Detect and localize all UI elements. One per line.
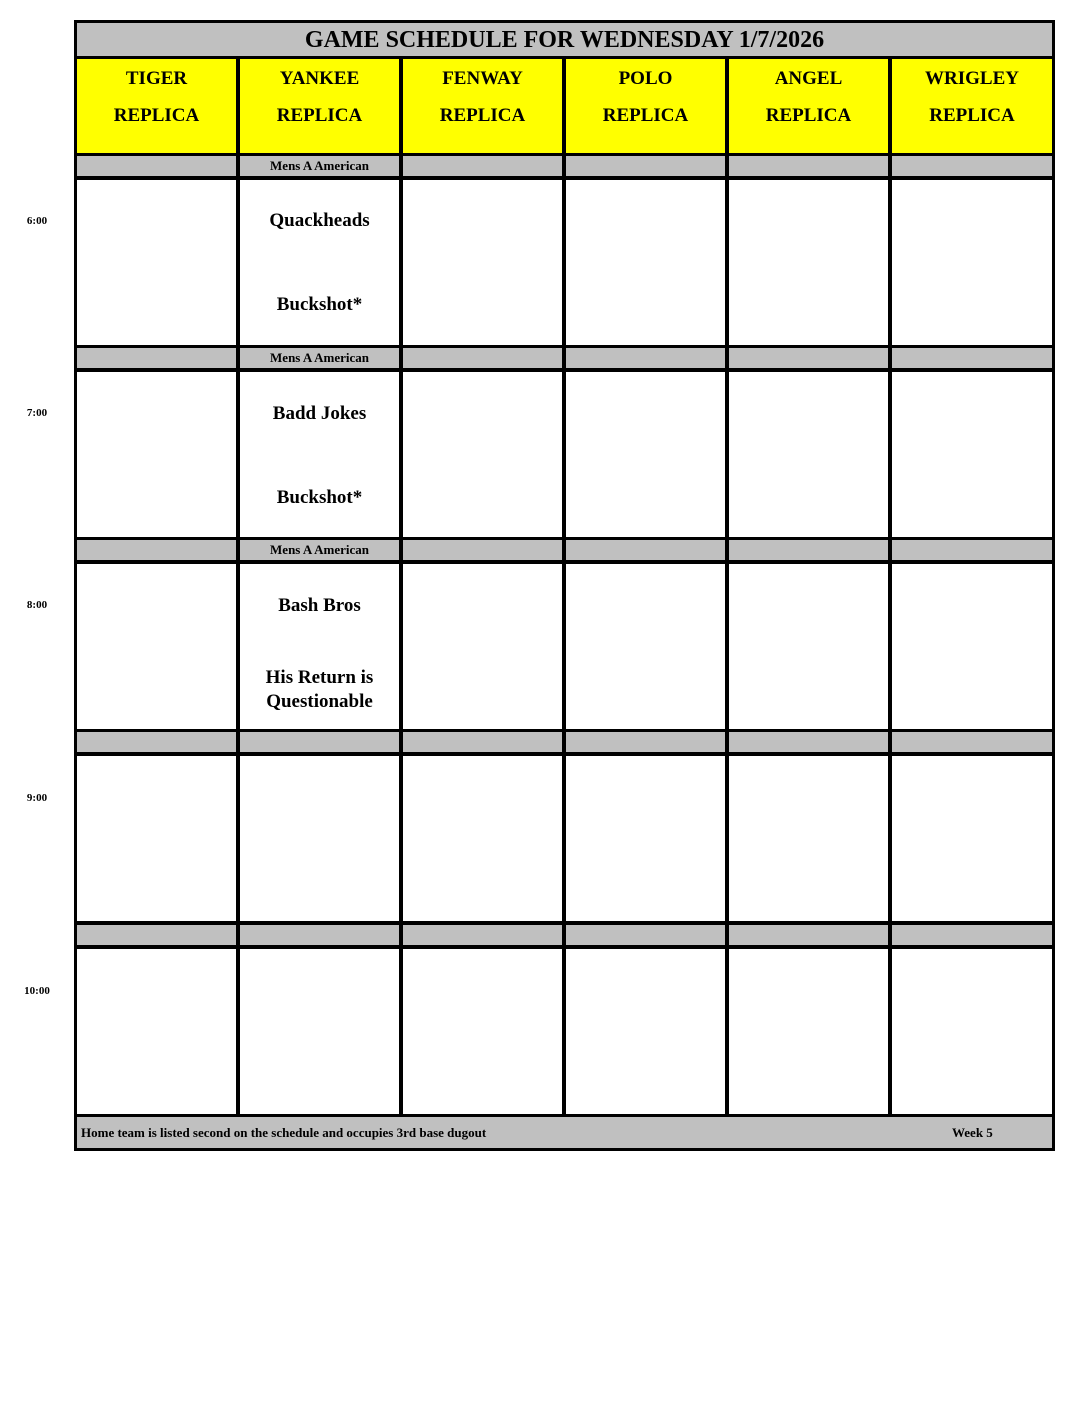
division-band bbox=[403, 732, 562, 752]
game-slot bbox=[240, 180, 399, 345]
field-sub: REPLICA bbox=[276, 105, 363, 126]
division-band bbox=[240, 732, 399, 752]
field-header-angel bbox=[729, 59, 888, 153]
time-label-10: 10:00 bbox=[24, 985, 50, 997]
division-band bbox=[566, 540, 725, 560]
field-name: FENWAY bbox=[442, 68, 523, 89]
field-header-tiger bbox=[77, 59, 236, 153]
game-slot bbox=[403, 756, 562, 921]
division-band bbox=[566, 925, 725, 945]
away-team: Badd Jokes bbox=[272, 403, 367, 424]
schedule-table bbox=[74, 20, 1055, 1151]
field-sub: REPLICA bbox=[113, 105, 200, 126]
game-slot bbox=[566, 756, 725, 921]
time-label-8: 8:00 bbox=[26, 599, 48, 611]
game-slot bbox=[240, 756, 399, 921]
field-header-wrigley bbox=[892, 59, 1052, 153]
field-name: WRIGLEY bbox=[925, 68, 1019, 89]
away-team: Bash Bros bbox=[278, 595, 361, 616]
division-band bbox=[77, 156, 236, 176]
home-team: Buckshot* bbox=[276, 294, 363, 315]
division-label: Mens A American bbox=[240, 156, 399, 176]
division-band bbox=[77, 732, 236, 752]
game-slot bbox=[892, 372, 1052, 537]
division-band bbox=[403, 925, 562, 945]
game-slot bbox=[566, 949, 725, 1114]
game-slot bbox=[403, 180, 562, 345]
field-sub: REPLICA bbox=[929, 105, 1015, 126]
field-header-fenway bbox=[403, 59, 562, 153]
schedule-title: GAME SCHEDULE FOR WEDNESDAY 1/7/2026 bbox=[77, 23, 1052, 56]
division-band bbox=[892, 732, 1052, 752]
game-slot bbox=[403, 564, 562, 729]
game-slot bbox=[77, 564, 236, 729]
game-slot bbox=[403, 949, 562, 1114]
field-name: ANGEL bbox=[774, 68, 843, 89]
division-band bbox=[729, 156, 888, 176]
game-slot bbox=[729, 180, 888, 345]
schedule-footer bbox=[77, 1117, 1052, 1148]
game-slot bbox=[892, 756, 1052, 921]
division-band bbox=[892, 348, 1052, 368]
field-sub: REPLICA bbox=[439, 105, 526, 126]
division-band bbox=[403, 540, 562, 560]
field-sub: REPLICA bbox=[602, 105, 689, 126]
division-band bbox=[892, 156, 1052, 176]
division-label: Mens A American bbox=[240, 540, 399, 560]
division-band bbox=[892, 925, 1052, 945]
game-slot bbox=[240, 372, 399, 537]
time-label-7: 7:00 bbox=[26, 407, 48, 419]
game-slot bbox=[729, 564, 888, 729]
division-band bbox=[403, 348, 562, 368]
division-band bbox=[729, 348, 888, 368]
game-slot bbox=[77, 180, 236, 345]
field-sub: REPLICA bbox=[765, 105, 852, 126]
division-band bbox=[892, 540, 1052, 560]
game-slot bbox=[729, 756, 888, 921]
division-band bbox=[566, 348, 725, 368]
away-team: Quackheads bbox=[269, 210, 370, 231]
time-label-9: 9:00 bbox=[26, 792, 48, 804]
division-band bbox=[77, 348, 236, 368]
division-band bbox=[729, 925, 888, 945]
home-team: Buckshot* bbox=[276, 487, 363, 508]
home-team: His Return is Questionable bbox=[265, 667, 374, 712]
division-band bbox=[77, 925, 236, 945]
game-slot bbox=[77, 756, 236, 921]
field-name: YANKEE bbox=[279, 68, 360, 89]
game-slot bbox=[729, 949, 888, 1114]
division-band bbox=[240, 925, 399, 945]
game-slot bbox=[892, 180, 1052, 345]
game-slot bbox=[77, 949, 236, 1114]
division-band bbox=[566, 156, 725, 176]
division-label: Mens A American bbox=[240, 348, 399, 368]
field-header-polo bbox=[566, 59, 725, 153]
week-label: Week 5 bbox=[952, 1125, 993, 1140]
game-slot bbox=[729, 372, 888, 537]
division-band bbox=[566, 732, 725, 752]
field-name: POLO bbox=[618, 68, 673, 89]
game-slot bbox=[566, 564, 725, 729]
field-header-yankee bbox=[240, 59, 399, 153]
game-slot bbox=[240, 564, 399, 729]
game-slot bbox=[77, 372, 236, 537]
game-slot bbox=[892, 949, 1052, 1114]
game-slot bbox=[403, 372, 562, 537]
field-name: TIGER bbox=[125, 68, 188, 89]
division-band bbox=[729, 540, 888, 560]
division-band bbox=[77, 540, 236, 560]
time-label-6: 6:00 bbox=[26, 215, 48, 227]
game-slot bbox=[566, 372, 725, 537]
game-slot bbox=[892, 564, 1052, 729]
game-slot bbox=[566, 180, 725, 345]
division-band bbox=[729, 732, 888, 752]
game-slot bbox=[240, 949, 399, 1114]
division-band bbox=[403, 156, 562, 176]
footer-note: Home team is listed second on the schedule and occupies 3rd base dugout bbox=[81, 1125, 487, 1140]
